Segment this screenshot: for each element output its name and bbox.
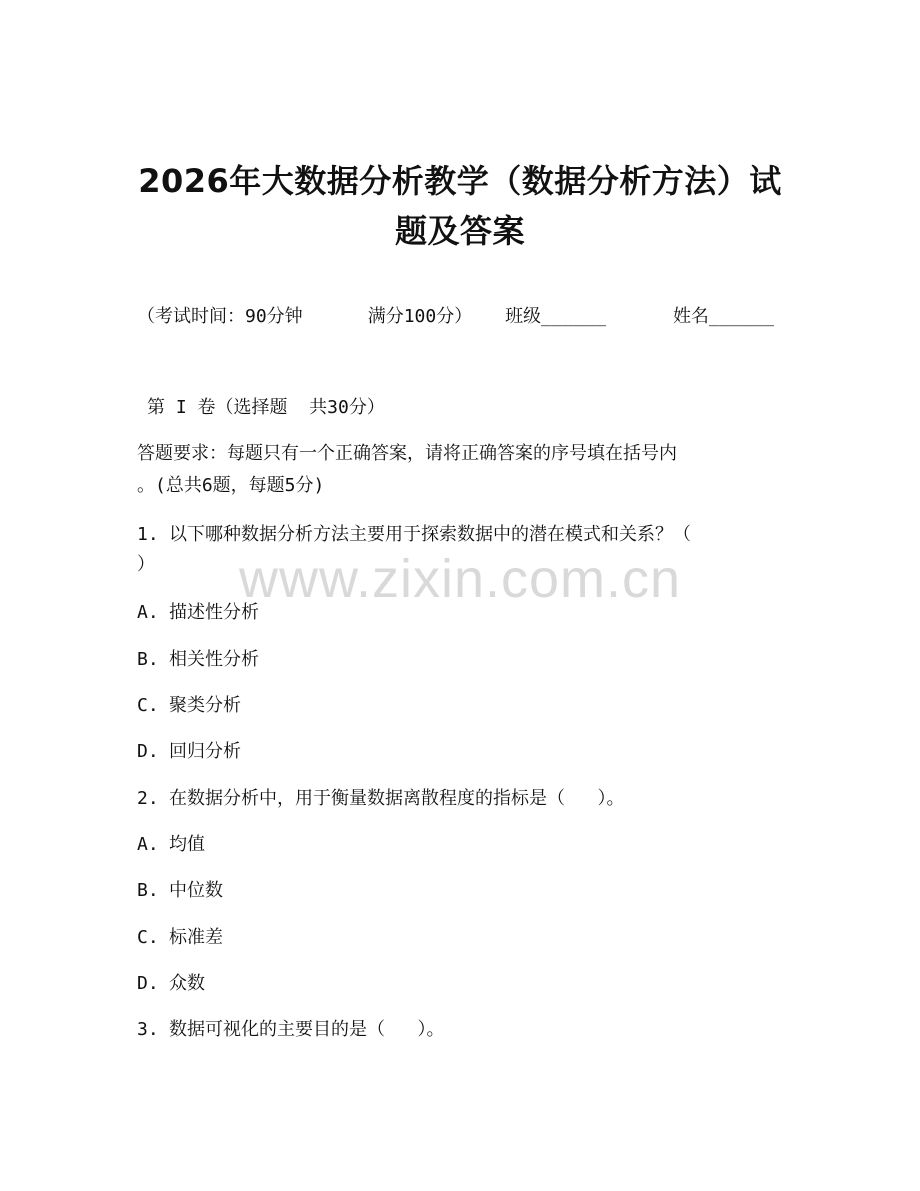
option-text: 回归分析 <box>169 741 241 762</box>
section-heading: 第 I 卷（选择题 共30分） <box>147 397 385 418</box>
option-label: B. <box>137 880 159 901</box>
question-number: 2. <box>137 788 159 809</box>
option-text: 众数 <box>169 973 205 994</box>
option-2a <box>137 830 205 856</box>
question-text: 以下哪种数据分析方法主要用于探索数据中的潜在模式和关系？（ <box>169 524 691 545</box>
exam-info-row <box>137 302 774 328</box>
question-text: 在数据分析中，用于衡量数据离散程度的指标是（ ）。 <box>169 788 625 809</box>
option-text: 均值 <box>169 834 205 855</box>
watermark: www.zixin.com.cn <box>238 549 682 609</box>
question-3 <box>137 1015 445 1041</box>
option-2c <box>137 923 223 949</box>
requirement-line-1: 答题要求：每题只有一个正确答案，请将正确答案的序号填在括号内 <box>137 443 677 464</box>
question-number: 1. <box>137 524 159 545</box>
option-1c <box>137 691 241 717</box>
option-1b <box>137 645 259 671</box>
question-number: 3. <box>137 1019 159 1040</box>
option-2b <box>137 876 223 902</box>
option-text: 聚类分析 <box>169 695 241 716</box>
document-title-line-2: 题及答案 <box>394 212 525 250</box>
document-title-line-1: 2026年大数据分析教学（数据分析方法）试 <box>138 162 782 200</box>
option-1a <box>137 598 259 624</box>
exam-time-score: （考试时间：90分钟 满分100分） <box>137 306 473 327</box>
option-label: C. <box>137 927 159 948</box>
option-label: D. <box>137 741 159 762</box>
option-text: 描述性分析 <box>169 602 259 623</box>
question-text: 数据可视化的主要目的是（ ）。 <box>169 1019 445 1040</box>
option-label: C. <box>137 695 159 716</box>
question-1 <box>137 520 691 546</box>
class-field: 班级______ <box>505 306 607 327</box>
option-label: D. <box>137 973 159 994</box>
question-1-continuation: ） <box>137 554 155 575</box>
option-2d <box>137 969 205 995</box>
option-1d <box>137 737 241 763</box>
option-label: B. <box>137 649 159 670</box>
name-field: 姓名______ <box>672 306 774 327</box>
option-text: 相关性分析 <box>169 649 259 670</box>
option-label: A. <box>137 602 159 623</box>
option-text: 中位数 <box>169 880 223 901</box>
option-text: 标准差 <box>169 927 223 948</box>
question-2 <box>137 784 625 810</box>
option-label: A. <box>137 834 159 855</box>
requirement-line-2: 。(总共6题，每题5分) <box>137 475 325 496</box>
